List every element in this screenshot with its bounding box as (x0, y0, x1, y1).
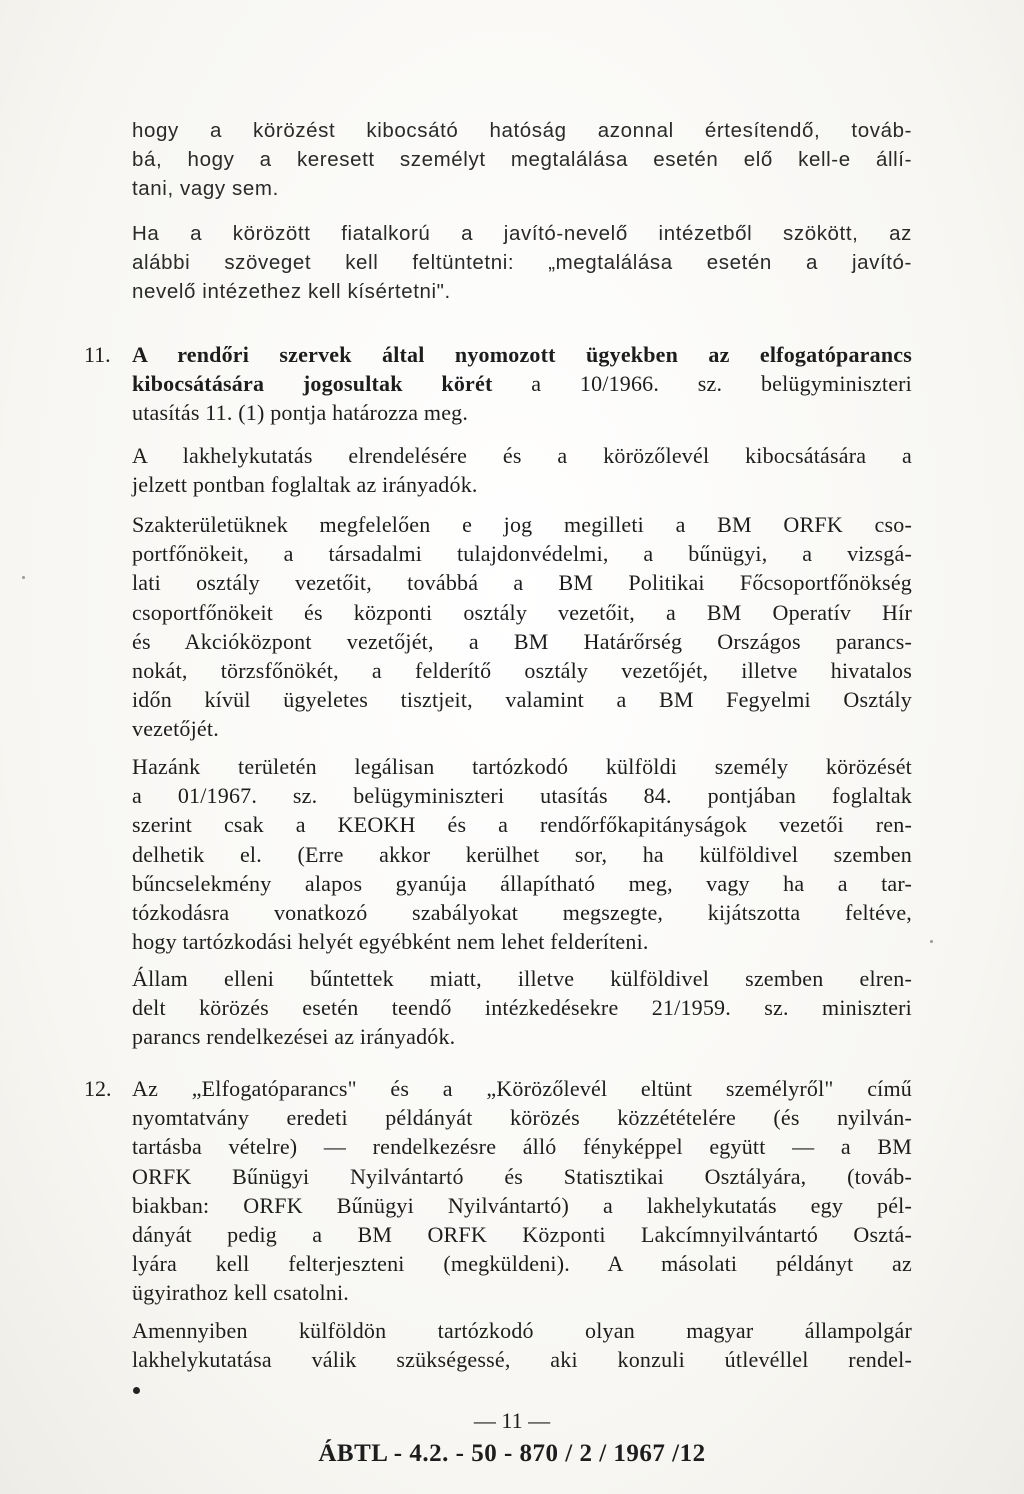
text-line: időn kívül ügyeletes tisztjeit, valamint a BM Fegyelmi Osztály (132, 687, 912, 713)
text-line: és Akcióközpont vezetőjét, a BM Határőrség Országos parancs- (132, 628, 912, 654)
text-line: csoportfőnökeit és központi osztály vezetőit, a BM Operatív Hír (132, 599, 912, 625)
text-line: biakban: ORFK Bűnügyi Nyilvántartó) a lakhelykutatás egy pél- (132, 1192, 912, 1218)
text-line: Amennyiben külföldön tartózkodó olyan magyar állampolgár (132, 1318, 912, 1343)
text-line: parancs rendelkezései az irányadók. (132, 1024, 456, 1050)
speck-mark (930, 940, 933, 943)
speck-mark (22, 576, 25, 579)
section-12-paragraph-2 (132, 1316, 912, 1374)
text-line: tani, vagy sem. (132, 177, 279, 200)
text-line: ügyirathoz kell csatolni. (132, 1280, 349, 1306)
section-11-heading-paragraph (132, 340, 912, 428)
bold-text-line: A rendőri szervek által nyomozott ügyekben az elfogatóparancs (132, 342, 912, 367)
text-fragment: a 10/1966. sz. belügyminiszteri (492, 371, 912, 397)
text-line: lati osztály vezetőit, továbbá a BM Politikai Főcsoportfőnökség (132, 570, 912, 596)
text-line: A lakhelykutatás elrendelésére és a körözőlevél kibocsátására a (132, 443, 912, 468)
text-line: Állam elleni bűntettek miatt, illetve külföldivel szemben elren- (132, 966, 912, 991)
section-12-paragraph-1 (132, 1074, 912, 1308)
text-line: bá, hogy a keresett személyt megtalálása esetén elő kell-e állí- (132, 148, 912, 171)
text-line: utasítás 11. (1) pontja határozza meg. (132, 400, 469, 426)
text-line: hogy tartózkodási helyét egyébként nem lehet felderíteni. (132, 929, 649, 955)
section-11-paragraph-4 (132, 752, 912, 956)
text-line: Az „Elfogatóparancs" és a „Körözőlevél eltünt személyről" című (132, 1076, 912, 1101)
section-11-paragraph-2 (132, 441, 912, 499)
text-line: ORFK Bűnügyi Nyilvántartó és Statisztikai Osztályára, (továb- (132, 1163, 912, 1189)
text-line: Hazánk területén legálisan tartózkodó külföldi személy körözését (132, 754, 912, 779)
text-line (132, 369, 912, 398)
section-number-12: 12. (84, 1076, 112, 1101)
archive-reference: ÁBTL - 4.2. - 50 - 870 / 2 / 1967 /12 (318, 1440, 706, 1467)
bold-text: kibocsátására jogosultak körét (132, 371, 493, 397)
text-line: hogy a körözést kibocsátó hatóság azonnal értesítendő, továb- (132, 119, 912, 142)
text-line: Ha a körözött fiatalkorú a javító-nevelő intézetből szökött, az (132, 222, 912, 245)
text-line: a 01/1967. sz. belügyminiszteri utasítás 84. pontjában foglaltak (132, 783, 912, 809)
text-line: bűncselekmény alapos gyanúja állapítható meg, vagy ha a tar- (132, 870, 912, 896)
section-11-paragraph-3 (132, 510, 912, 744)
text-line: szerint csak a KEOKH és a rendőrfőkapitányságok vezetői ren- (132, 812, 912, 838)
text-line: dányát pedig a BM ORFK Központi Lakcímnyilvántartó Osztá- (132, 1222, 912, 1248)
text-line: tartásba vételre) — rendelkezésre álló fényképpel együtt — a BM (132, 1134, 912, 1160)
text-line: portfőnökeit, a társadalmi tulajdonvédelmi, a bűnügyi, a vizsgá- (132, 541, 912, 567)
juvenile-paragraph (132, 219, 912, 306)
page-number: — 11 — (473, 1408, 551, 1433)
text-line: nevelő intézethez kell kísértetni". (132, 280, 451, 303)
text-line: lyára kell felterjeszteni (megküldeni). A másolati példányt az (132, 1251, 912, 1277)
text-line: jelzett pontban foglaltak az irányadók. (132, 472, 478, 498)
section-11-paragraph-5 (132, 964, 912, 1052)
text-line: nyomtatvány eredeti példányát körözés közzétételére (és nyilván- (132, 1105, 912, 1131)
text-line: nokát, törzsfőnökét, a felderítő osztály vezetőjét, illetve hivatalos (132, 658, 912, 684)
section-number-11: 11. (84, 342, 111, 367)
text-line: lakhelykutatása válik szükségessé, aki konzuli útlevéllel rendel- (132, 1347, 912, 1373)
text-line: delhetik el. (Erre akkor kerülhet sor, ha külföldivel szemben (132, 841, 912, 867)
ink-dot (133, 1387, 140, 1394)
text-line: tózkodásra vonatkozó szabályokat megszegte, kijátszotta feltéve, (132, 900, 912, 926)
text-line: alábbi szöveget kell feltüntetni: „megtalálása esetén a javító- (132, 251, 912, 274)
text-line: delt körözés esetén teendő intézkedésekre 21/1959. sz. miniszteri (132, 995, 912, 1021)
text-line: vezetőjét. (132, 716, 219, 742)
text-line: Szakterületüknek megfelelően e jog megilleti a BM ORFK cso- (132, 512, 912, 537)
intro-paragraph (132, 116, 912, 203)
